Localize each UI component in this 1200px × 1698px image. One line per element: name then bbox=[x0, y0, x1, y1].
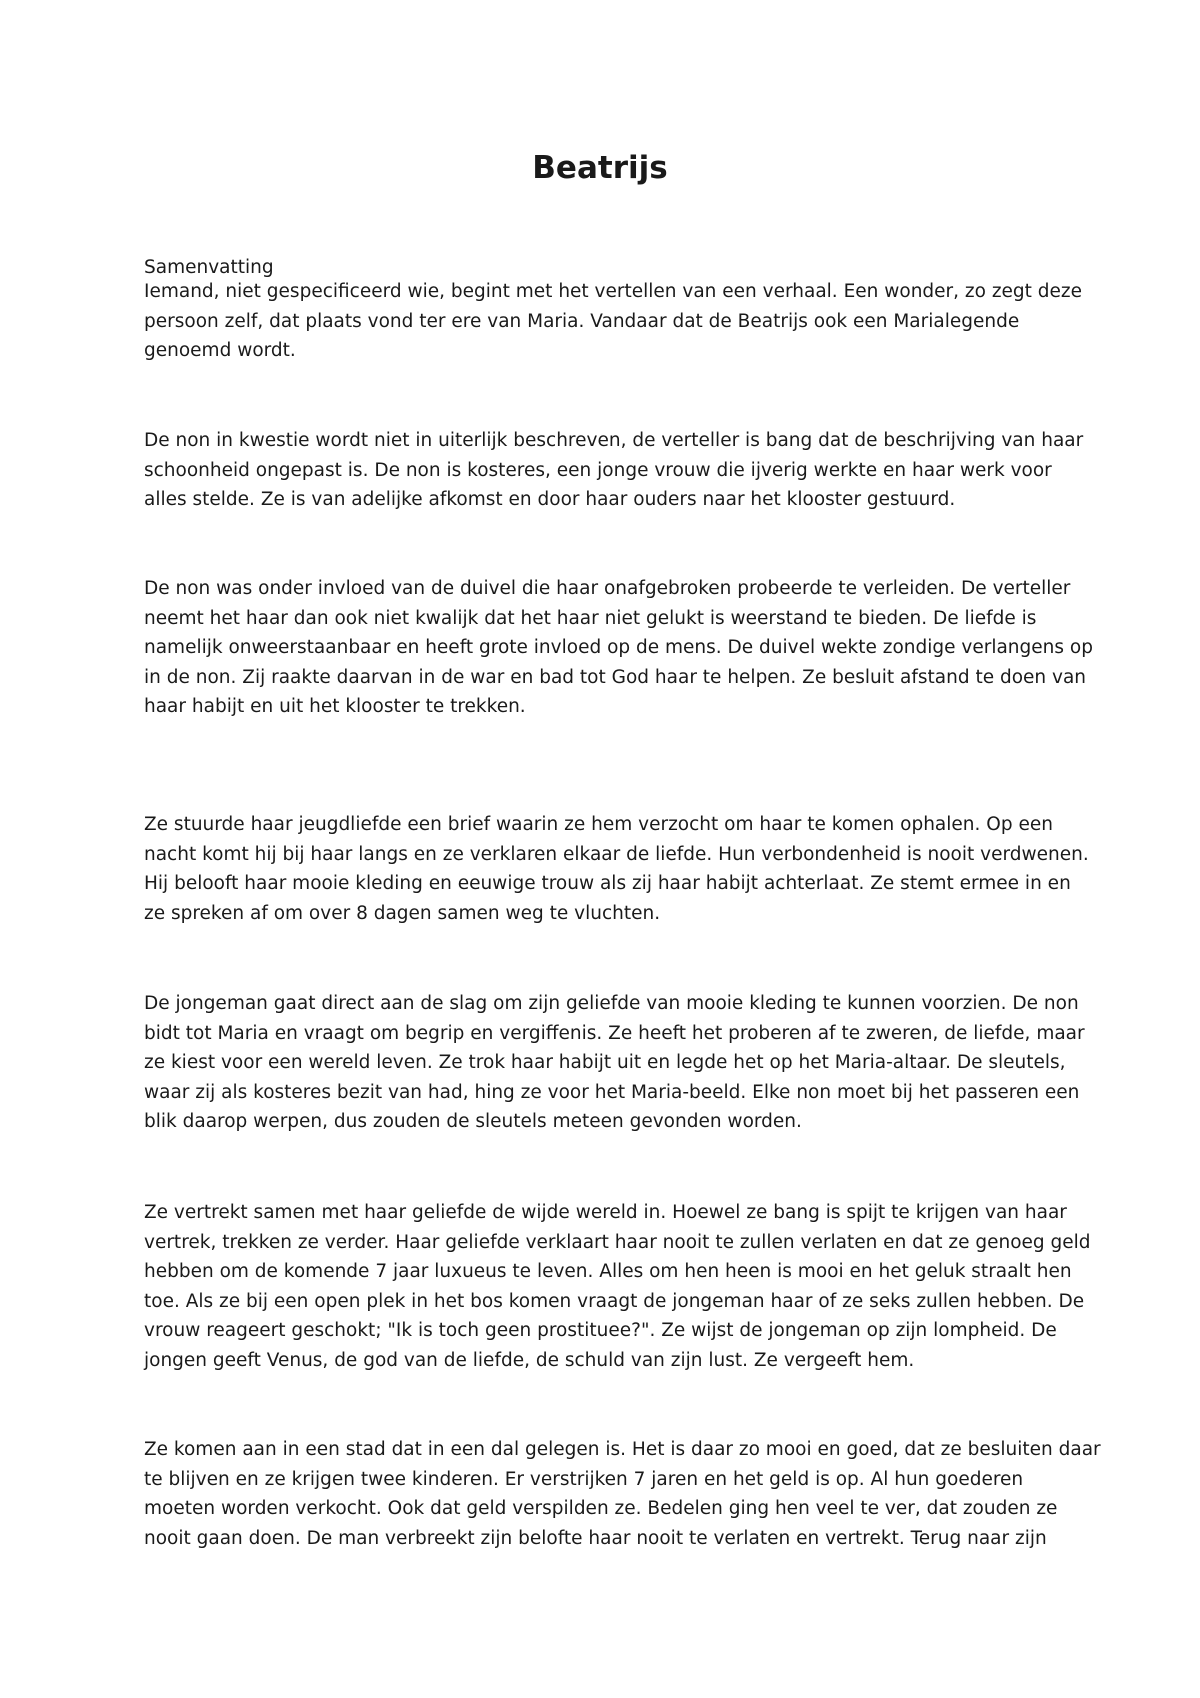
paragraph-3 bbox=[144, 574, 1093, 722]
text-line: alles stelde. Ze is van adelijke afkomst en door haar ouders naar het klooster gestuurd. bbox=[144, 489, 956, 510]
text-line: te blijven en ze krijgen twee kinderen. Er verstrijken 7 jaren en het geld is op. Al hun goederen bbox=[144, 1468, 1024, 1490]
text-line: schoonheid ongepast is. De non is kosteres, een jonge vrouw die ijverig werkte en haar werk voor bbox=[144, 459, 1052, 481]
text-line: hebben om de komende 7 jaar luxueus te leven. Alles om hen heen is mooi en het geluk straalt hen bbox=[144, 1261, 1072, 1282]
text-line: nacht komt hij bij haar langs en ze verklaren elkaar de liefde. Hun verbondenheid is nooit verdwenen. bbox=[144, 843, 1089, 865]
paragraph-1 bbox=[144, 277, 1084, 366]
text-line: jongen geeft Venus, de god van de liefde, de schuld van zijn lust. Ze vergeeft hem. bbox=[144, 1349, 915, 1371]
text-line: Hij belooft haar mooie kleding en eeuwige trouw als zij haar habijt achterlaat. Ze stemt ermee in en bbox=[144, 873, 1071, 894]
document-title: Beatrijs bbox=[532, 150, 668, 186]
text-line: nooit gaan doen. De man verbreekt zijn belofte haar nooit te verlaten en vertrekt. Terug naar zijn bbox=[144, 1527, 1047, 1549]
paragraph-6 bbox=[144, 1198, 1091, 1375]
section-heading: Samenvatting bbox=[144, 257, 274, 278]
text-line: De jongeman gaat direct aan de slag om zijn geliefde van mooie kleding te kunnen voorzien. De non bbox=[144, 993, 1079, 1014]
text-line: neemt het haar dan ook niet kwalijk dat het haar niet gelukt is weerstand te bieden. De liefde is bbox=[144, 607, 1037, 629]
text-line: blik daarop werpen, dus zouden de sleutels meteen gevonden worden. bbox=[144, 1111, 802, 1132]
text-line: genoemd wordt. bbox=[144, 340, 296, 361]
text-line: De non was onder invloed van de duivel die haar onafgebroken probeerde te verleiden. De verteller bbox=[144, 578, 1071, 599]
text-line: persoon zelf, dat plaats vond ter ere van Maria. Vandaar dat de Beatrijs ook een Marialegende bbox=[144, 310, 1020, 332]
text-line: Ze vertrekt samen met haar geliefde de wijde wereld in. Hoewel ze bang is spijt te krijgen van haar bbox=[144, 1202, 1067, 1223]
text-line: vrouw reageert geschokt; "Ik is toch geen prostituee?". Ze wijst de jongeman op zijn lompheid. De bbox=[144, 1320, 1057, 1341]
text-line: Ze stuurde haar jeugdliefde een brief waarin ze hem verzocht om haar te komen ophalen. Op een bbox=[144, 814, 1053, 835]
text-line: waar zij als kosteres bezit van had, hing ze voor het Maria-beeld. Elke non moet bij het passeren een bbox=[144, 1081, 1080, 1103]
text-line: ze spreken af om over 8 dagen samen weg te vluchten. bbox=[144, 902, 661, 924]
text-line: in de non. Zij raakte daarvan in de war en bad tot God haar te helpen. Ze besluit afstand te doen van bbox=[144, 666, 1087, 688]
text-line: moeten worden verkocht. Ook dat geld verspilden ze. Bedelen ging hen veel te ver, dat zouden ze bbox=[144, 1498, 1058, 1519]
text-line: toe. Als ze bij een open plek in het bos komen vraagt de jongeman haar of ze seks zullen hebben. De bbox=[144, 1290, 1085, 1312]
paragraph-5 bbox=[144, 989, 1084, 1137]
text-line: namelijk onweerstaanbaar en heeft grote invloed op de mens. De duivel wekte zondige verlangens op bbox=[144, 637, 1093, 658]
paragraph-7 bbox=[144, 1435, 1101, 1553]
text-line: haar habijt en uit het klooster te trekken. bbox=[144, 696, 526, 717]
paragraph-4 bbox=[144, 810, 1089, 928]
text-line: Ze komen aan in een stad dat in een dal gelegen is. Het is daar zo mooi en goed, dat ze besluiten daar bbox=[144, 1439, 1101, 1460]
text-line: bidt tot Maria en vraagt om begrip en vergiffenis. Ze heeft het proberen af te zweren, de liefde, maar bbox=[144, 1022, 1085, 1044]
text-line: Iemand, niet gespecificeerd wie, begint met het vertellen van een verhaal. Een wonder, zo zegt deze bbox=[144, 281, 1083, 302]
text-line: vertrek, trekken ze verder. Haar geliefde verklaart haar nooit te zullen verlaten en dat ze genoeg geld bbox=[144, 1231, 1091, 1253]
text-line: De non in kwestie wordt niet in uiterlijk beschreven, de verteller is bang dat de beschrijving van haar bbox=[144, 430, 1084, 451]
paragraph-2 bbox=[144, 426, 1084, 515]
text-line: ze kiest voor een wereld leven. Ze trok haar habijt uit en legde het op het Maria-altaar. De sleutels, bbox=[144, 1052, 1066, 1073]
